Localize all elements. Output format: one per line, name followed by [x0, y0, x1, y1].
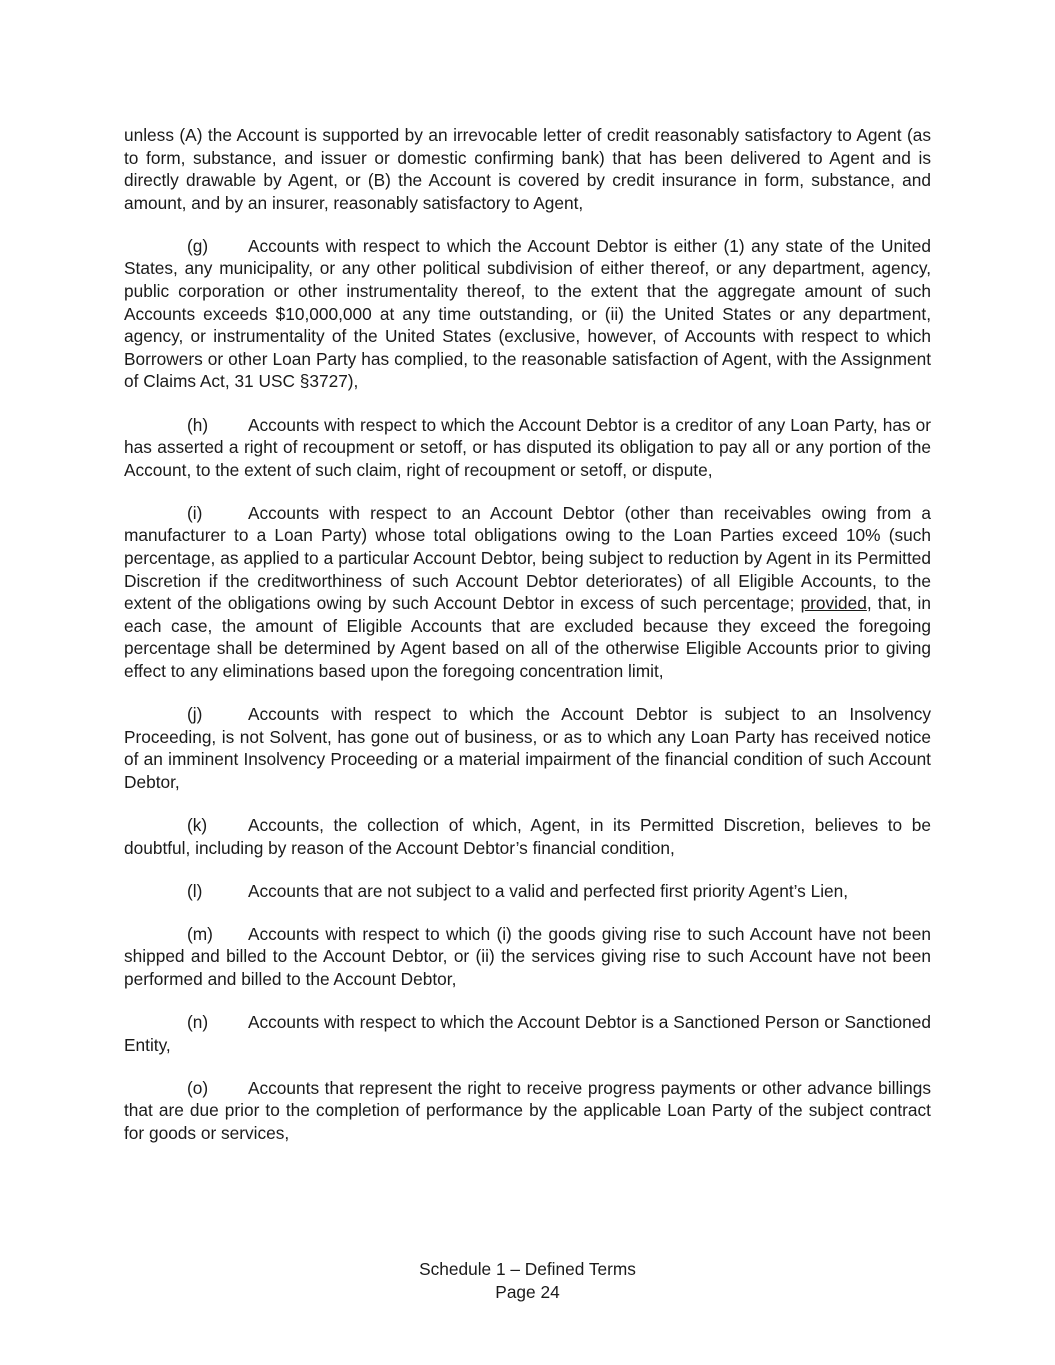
document-body — [124, 124, 931, 1165]
clause-h — [124, 414, 931, 482]
clause-n — [124, 1011, 931, 1056]
clause-g-marker: (g) — [187, 235, 209, 256]
clause-k — [124, 814, 931, 859]
clause-n-text: Accounts with respect to which the Account Debtor is a Sanctioned Person or Sanctioned Entity, — [124, 1012, 931, 1055]
clause-j — [124, 703, 931, 793]
clause-g — [124, 235, 931, 393]
footer-title: Schedule 1 – Defined Terms — [419, 1259, 636, 1279]
intro-paragraph — [124, 124, 931, 214]
footer-page-number: Page 24 — [495, 1282, 560, 1302]
clause-j-marker: (j) — [187, 704, 203, 725]
clause-k-text: Accounts, the collection of which, Agent, in its Permitted Discretion, believes to be doubtful, including by reason of the Account Debtor’s financial condition, — [124, 814, 931, 858]
intro-text: unless (A) the Account is supported by an irrevocable letter of credit reasonably satisfactory to Agent (as to form, substance, and issuer or domestic confirming bank) that has been delivered to Agent and is directly drawable by Agent, or (B) the Account is covered by credit insurance in form, substance, and amount, and by an insurer, reasonably satisfactory to Agent, — [124, 125, 931, 213]
clause-i-marker: (i) — [187, 502, 203, 523]
clause-j-text: Accounts with respect to which the Account Debtor is subject to an Insolvency Proceeding, is not Solvent, has gone out of business, or as to which any Loan Party has received notice of an imminent Insolvency Proceeding or a material impairment of the financial condition of such Account Debtor, — [124, 704, 931, 792]
clause-n-marker: (n) — [187, 1012, 209, 1032]
clause-i-provided: provided — [800, 593, 867, 614]
clause-i — [124, 502, 931, 683]
clause-l-text: Accounts that are not subject to a valid and perfected first priority Agent’s Lien, — [248, 880, 849, 901]
clause-h-marker: (h) — [187, 414, 209, 435]
clause-i-text-before: Accounts with respect to an Account Debtor (other than receivables owing from a manufacturer to a Loan Party) whose total obligations owing to the Loan Parties exceed 10% (such percentage, as applied to a particular Account Debtor, being subject to reduction by Agent in its Permitted Discretion if the creditworthiness of such Account Debtor deteriorates) of all Eligible Accounts, to the extent of the obligations owing by such Account Debtor in excess of such percentage; — [124, 502, 931, 614]
clause-m-marker: (m) — [187, 923, 213, 944]
clause-g-text: Accounts with respect to which the Account Debtor is either (1) any state of the United States, any municipality, or any other political subdivision of either thereof, or any department, agency, public corporation or other instrumentality thereof, to the extent that the aggregate amount of such Accounts exceeds $10,000,000 at any time outstanding, or (ii) the United States or any department, agency, or instrumentality of the United States (exclusive, however, of Accounts with respect to which Borrowers or other Loan Party has complied, to the reasonable satisfaction of Agent, with the Assignment of Claims Act, 31 USC §3727), — [124, 235, 931, 392]
clause-m — [124, 923, 931, 991]
clause-l — [124, 880, 931, 903]
page-footer — [0, 1258, 1055, 1304]
clause-o-marker: (o) — [187, 1077, 209, 1098]
clause-o-text: Accounts that represent the right to receive progress payments or other advance billings that are due prior to the completion of performance by the applicable Loan Party of the subject contract for goods or services, — [124, 1077, 931, 1143]
clause-m-text: Accounts with respect to which (i) the goods giving rise to such Account have not been shipped and billed to the Account Debtor, or (ii) the services giving rise to such Account have not been performed and billed to the Account Debtor, — [124, 923, 931, 989]
clause-l-marker: (l) — [187, 880, 203, 901]
clause-k-marker: (k) — [187, 814, 208, 835]
clause-i-text-after: , that, in each case, the amount of Eligible Accounts that are excluded because they exceed the foregoing percentage shall be determined by Agent based on all of the otherwise Eligible Accounts prior to giving effect to any eliminations based upon the foregoing concentration limit, — [124, 593, 931, 681]
clause-o — [124, 1077, 931, 1145]
clause-h-text: Accounts with respect to which the Account Debtor is a creditor of any Loan Party, has or has asserted a right of recoupment or setoff, or has disputed its obligation to pay all or any portion of the Account, to the extent of such claim, right of recoupment or setoff, or dispute, — [124, 414, 931, 480]
